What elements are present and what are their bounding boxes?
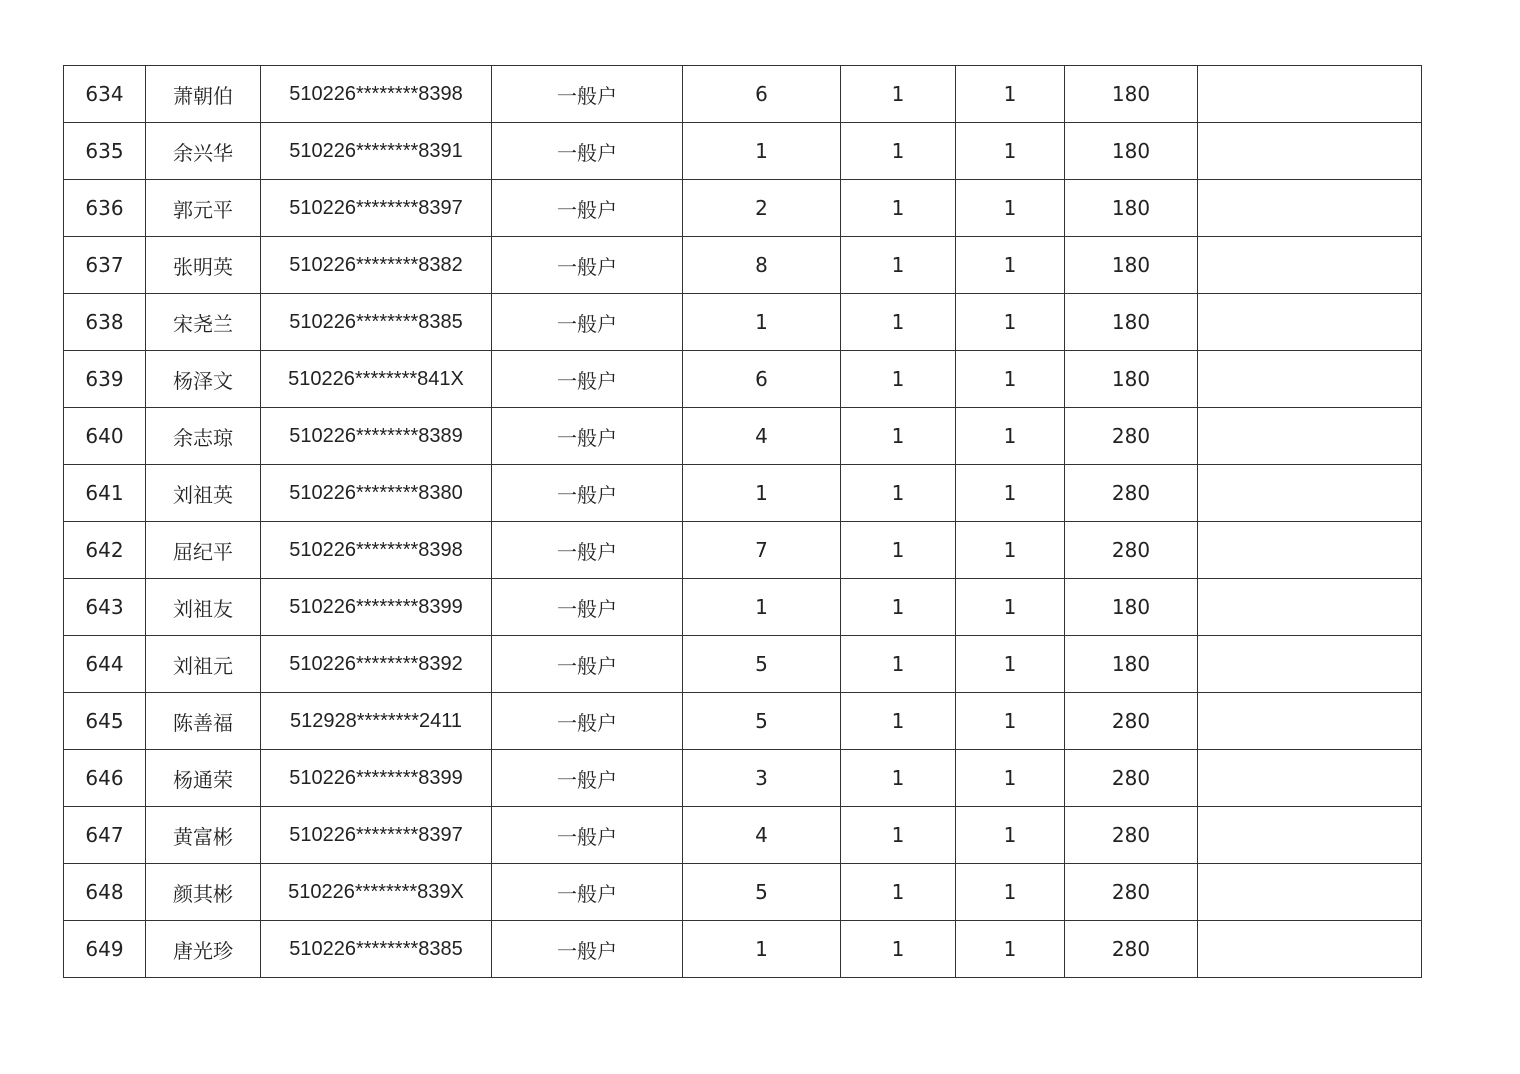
name-cell: 刘祖元 — [146, 636, 261, 693]
row-number-cell: 634 — [64, 66, 146, 123]
household-type-cell: 一般户 — [492, 408, 683, 465]
name-cell: 余志琼 — [146, 408, 261, 465]
id-number-cell: 510226********8399 — [261, 579, 492, 636]
id-number-cell: 510226********8385 — [261, 921, 492, 978]
amount-cell: 280 — [1065, 693, 1198, 750]
amount-cell: 180 — [1065, 579, 1198, 636]
row-number-cell: 646 — [64, 750, 146, 807]
name-cell: 颜其彬 — [146, 864, 261, 921]
amount-cell: 280 — [1065, 921, 1198, 978]
row-number-cell: 648 — [64, 864, 146, 921]
household-size-cell: 1 — [683, 465, 841, 522]
row-number-cell: 640 — [64, 408, 146, 465]
household-type-cell: 一般户 — [492, 636, 683, 693]
household-size-cell: 5 — [683, 693, 841, 750]
amount-cell: 180 — [1065, 237, 1198, 294]
table-row — [64, 237, 1422, 294]
count-a-cell: 1 — [841, 180, 956, 237]
amount-cell: 280 — [1065, 408, 1198, 465]
household-size-cell: 4 — [683, 807, 841, 864]
name-cell: 郭元平 — [146, 180, 261, 237]
row-number-cell: 642 — [64, 522, 146, 579]
id-number-cell: 510226********8392 — [261, 636, 492, 693]
count-b-cell: 1 — [956, 465, 1065, 522]
count-b-cell: 1 — [956, 237, 1065, 294]
id-number-cell: 510226********8380 — [261, 465, 492, 522]
household-type-cell: 一般户 — [492, 237, 683, 294]
table-row — [64, 750, 1422, 807]
household-type-cell: 一般户 — [492, 693, 683, 750]
table-row — [64, 465, 1422, 522]
name-cell: 黄富彬 — [146, 807, 261, 864]
household-size-cell: 3 — [683, 750, 841, 807]
table-row — [64, 636, 1422, 693]
count-b-cell: 1 — [956, 180, 1065, 237]
id-number-cell: 510226********8397 — [261, 180, 492, 237]
table-row — [64, 864, 1422, 921]
amount-cell: 280 — [1065, 750, 1198, 807]
household-size-cell: 8 — [683, 237, 841, 294]
name-cell: 唐光珍 — [146, 921, 261, 978]
count-a-cell: 1 — [841, 237, 956, 294]
household-size-cell: 1 — [683, 921, 841, 978]
remark-cell — [1198, 693, 1422, 750]
count-b-cell: 1 — [956, 921, 1065, 978]
name-cell: 屈纪平 — [146, 522, 261, 579]
household-type-cell: 一般户 — [492, 123, 683, 180]
row-number-cell: 638 — [64, 294, 146, 351]
remark-cell — [1198, 66, 1422, 123]
count-b-cell: 1 — [956, 522, 1065, 579]
row-number-cell: 647 — [64, 807, 146, 864]
household-size-cell: 1 — [683, 123, 841, 180]
name-cell: 杨泽文 — [146, 351, 261, 408]
count-a-cell: 1 — [841, 750, 956, 807]
count-b-cell: 1 — [956, 351, 1065, 408]
count-b-cell: 1 — [956, 636, 1065, 693]
row-number-cell: 639 — [64, 351, 146, 408]
count-a-cell: 1 — [841, 579, 956, 636]
table-row — [64, 693, 1422, 750]
remark-cell — [1198, 750, 1422, 807]
household-type-cell: 一般户 — [492, 465, 683, 522]
count-a-cell: 1 — [841, 351, 956, 408]
count-a-cell: 1 — [841, 123, 956, 180]
table-row — [64, 921, 1422, 978]
count-a-cell: 1 — [841, 636, 956, 693]
row-number-cell: 635 — [64, 123, 146, 180]
household-type-cell: 一般户 — [492, 921, 683, 978]
amount-cell: 280 — [1065, 522, 1198, 579]
household-type-cell: 一般户 — [492, 864, 683, 921]
table-row — [64, 522, 1422, 579]
count-a-cell: 1 — [841, 294, 956, 351]
household-size-cell: 4 — [683, 408, 841, 465]
count-a-cell: 1 — [841, 693, 956, 750]
amount-cell: 280 — [1065, 807, 1198, 864]
row-number-cell: 636 — [64, 180, 146, 237]
id-number-cell: 510226********8389 — [261, 408, 492, 465]
id-number-cell: 510226********8391 — [261, 123, 492, 180]
household-size-cell: 2 — [683, 180, 841, 237]
remark-cell — [1198, 921, 1422, 978]
row-number-cell: 637 — [64, 237, 146, 294]
id-number-cell: 510226********8397 — [261, 807, 492, 864]
table-row — [64, 66, 1422, 123]
household-size-cell: 6 — [683, 66, 841, 123]
id-number-cell: 512928********2411 — [261, 693, 492, 750]
remark-cell — [1198, 351, 1422, 408]
household-size-cell: 5 — [683, 864, 841, 921]
row-number-cell: 641 — [64, 465, 146, 522]
household-size-cell: 6 — [683, 351, 841, 408]
count-a-cell: 1 — [841, 807, 956, 864]
count-b-cell: 1 — [956, 750, 1065, 807]
id-number-cell: 510226********839X — [261, 864, 492, 921]
household-type-cell: 一般户 — [492, 750, 683, 807]
amount-cell: 180 — [1065, 180, 1198, 237]
table-row — [64, 294, 1422, 351]
amount-cell: 180 — [1065, 351, 1198, 408]
count-b-cell: 1 — [956, 408, 1065, 465]
household-table — [63, 65, 1422, 978]
remark-cell — [1198, 180, 1422, 237]
count-a-cell: 1 — [841, 921, 956, 978]
name-cell: 刘祖英 — [146, 465, 261, 522]
id-number-cell: 510226********8385 — [261, 294, 492, 351]
household-type-cell: 一般户 — [492, 66, 683, 123]
remark-cell — [1198, 408, 1422, 465]
amount-cell: 180 — [1065, 294, 1198, 351]
table-row — [64, 408, 1422, 465]
household-size-cell: 7 — [683, 522, 841, 579]
remark-cell — [1198, 123, 1422, 180]
amount-cell: 280 — [1065, 864, 1198, 921]
count-a-cell: 1 — [841, 408, 956, 465]
count-a-cell: 1 — [841, 66, 956, 123]
amount-cell: 280 — [1065, 465, 1198, 522]
name-cell: 萧朝伯 — [146, 66, 261, 123]
id-number-cell: 510226********8398 — [261, 66, 492, 123]
name-cell: 张明英 — [146, 237, 261, 294]
count-a-cell: 1 — [841, 522, 956, 579]
amount-cell: 180 — [1065, 123, 1198, 180]
household-type-cell: 一般户 — [492, 351, 683, 408]
remark-cell — [1198, 294, 1422, 351]
count-b-cell: 1 — [956, 294, 1065, 351]
table-row — [64, 351, 1422, 408]
household-type-cell: 一般户 — [492, 522, 683, 579]
name-cell: 宋尧兰 — [146, 294, 261, 351]
household-size-cell: 1 — [683, 294, 841, 351]
table-row — [64, 807, 1422, 864]
name-cell: 余兴华 — [146, 123, 261, 180]
remark-cell — [1198, 522, 1422, 579]
household-size-cell: 1 — [683, 579, 841, 636]
count-b-cell: 1 — [956, 579, 1065, 636]
id-number-cell: 510226********8399 — [261, 750, 492, 807]
name-cell: 刘祖友 — [146, 579, 261, 636]
remark-cell — [1198, 237, 1422, 294]
row-number-cell: 649 — [64, 921, 146, 978]
remark-cell — [1198, 807, 1422, 864]
count-b-cell: 1 — [956, 864, 1065, 921]
count-b-cell: 1 — [956, 693, 1065, 750]
row-number-cell: 643 — [64, 579, 146, 636]
household-type-cell: 一般户 — [492, 579, 683, 636]
count-b-cell: 1 — [956, 66, 1065, 123]
id-number-cell: 510226********841X — [261, 351, 492, 408]
remark-cell — [1198, 579, 1422, 636]
id-number-cell: 510226********8382 — [261, 237, 492, 294]
remark-cell — [1198, 864, 1422, 921]
name-cell: 杨通荣 — [146, 750, 261, 807]
household-type-cell: 一般户 — [492, 180, 683, 237]
count-b-cell: 1 — [956, 807, 1065, 864]
table-row — [64, 579, 1422, 636]
row-number-cell: 644 — [64, 636, 146, 693]
remark-cell — [1198, 636, 1422, 693]
name-cell: 陈善福 — [146, 693, 261, 750]
count-a-cell: 1 — [841, 864, 956, 921]
table-row — [64, 180, 1422, 237]
amount-cell: 180 — [1065, 636, 1198, 693]
row-number-cell: 645 — [64, 693, 146, 750]
table-body — [64, 66, 1422, 978]
count-a-cell: 1 — [841, 465, 956, 522]
household-type-cell: 一般户 — [492, 807, 683, 864]
household-type-cell: 一般户 — [492, 294, 683, 351]
amount-cell: 180 — [1065, 66, 1198, 123]
id-number-cell: 510226********8398 — [261, 522, 492, 579]
remark-cell — [1198, 465, 1422, 522]
household-size-cell: 5 — [683, 636, 841, 693]
table-row — [64, 123, 1422, 180]
count-b-cell: 1 — [956, 123, 1065, 180]
